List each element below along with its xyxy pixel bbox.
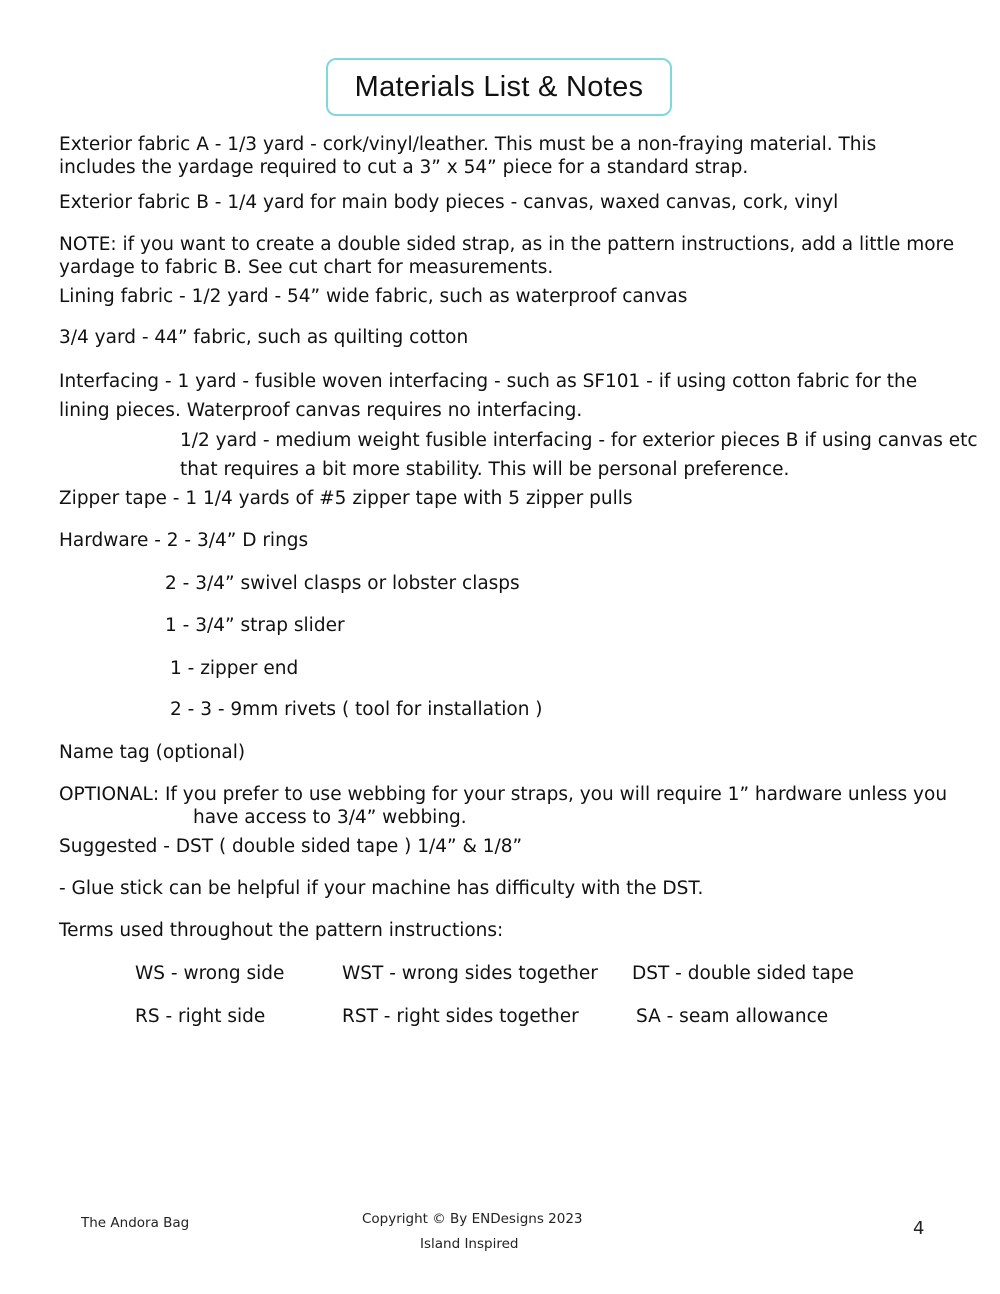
hardware-line: Hardware - 2 - 3/4” D rings xyxy=(59,530,309,551)
exterior-b-line: Exterior fabric B - 1/4 yard for main body pieces - canvas, waxed canvas, cork, vinyl xyxy=(59,192,839,213)
suggested-line: Suggested - DST ( double sided tape ) 1/4” & 1/8” xyxy=(59,836,523,857)
footer-copyright: Copyright © By ENDesigns 2023 xyxy=(362,1211,583,1227)
optional-line-1: OPTIONAL: If you prefer to use webbing for your straps, you will require 1” hardware unless you xyxy=(59,784,948,805)
page-title: Materials List & Notes xyxy=(326,58,672,116)
footer-tagline: Island Inspired xyxy=(420,1236,519,1252)
term-sa: SA - seam allowance xyxy=(636,1006,829,1027)
zipper-line: Zipper tape - 1 1/4 yards of #5 zipper tape with 5 zipper pulls xyxy=(59,488,633,509)
hardware-item-slider: 1 - 3/4” strap slider xyxy=(165,615,345,636)
footer-pattern-name: The Andora Bag xyxy=(81,1215,190,1231)
note-line-2: yardage to fabric B. See cut chart for measurements. xyxy=(59,257,554,278)
exterior-a-line-1: Exterior fabric A - 1/3 yard - cork/vinyl/leather. This must be a non-fraying material. This xyxy=(59,134,877,155)
note-line-1: NOTE: if you want to create a double sided strap, as in the pattern instructions, add a little more xyxy=(59,234,955,255)
term-wst: WST - wrong sides together xyxy=(342,963,598,984)
glue-line: - Glue stick can be helpful if your machine has difficulty with the DST. xyxy=(59,878,704,899)
hardware-item-rivets: 2 - 3 - 9mm rivets ( tool for installation ) xyxy=(170,699,543,720)
page-number: 4 xyxy=(913,1218,925,1239)
name-tag-line: Name tag (optional) xyxy=(59,742,246,763)
term-rs: RS - right side xyxy=(135,1006,266,1027)
hardware-item-clasps: 2 - 3/4” swivel clasps or lobster clasps xyxy=(165,573,520,594)
optional-line-2: have access to 3/4” webbing. xyxy=(193,807,467,828)
lining-alt-line: 3/4 yard - 44” fabric, such as quilting cotton xyxy=(59,327,469,348)
interfacing-line-3: 1/2 yard - medium weight fusible interfacing - for exterior pieces B if using canvas etc xyxy=(180,430,978,451)
interfacing-line-2: lining pieces. Waterproof canvas requires no interfacing. xyxy=(59,400,583,421)
terms-intro: Terms used throughout the pattern instructions: xyxy=(59,920,504,941)
exterior-a-line-2: includes the yardage required to cut a 3” x 54” piece for a standard strap. xyxy=(59,157,749,178)
term-ws: WS - wrong side xyxy=(135,963,285,984)
term-rst: RST - right sides together xyxy=(342,1006,579,1027)
term-dst: DST - double sided tape xyxy=(632,963,854,984)
lining-line: Lining fabric - 1/2 yard - 54” wide fabric, such as waterproof canvas xyxy=(59,286,688,307)
interfacing-line-1: Interfacing - 1 yard - fusible woven interfacing - such as SF101 - if using cotton fabric for the xyxy=(59,371,918,392)
interfacing-line-4: that requires a bit more stability. This will be personal preference. xyxy=(180,459,790,480)
hardware-item-zipper-end: 1 - zipper end xyxy=(170,658,299,679)
